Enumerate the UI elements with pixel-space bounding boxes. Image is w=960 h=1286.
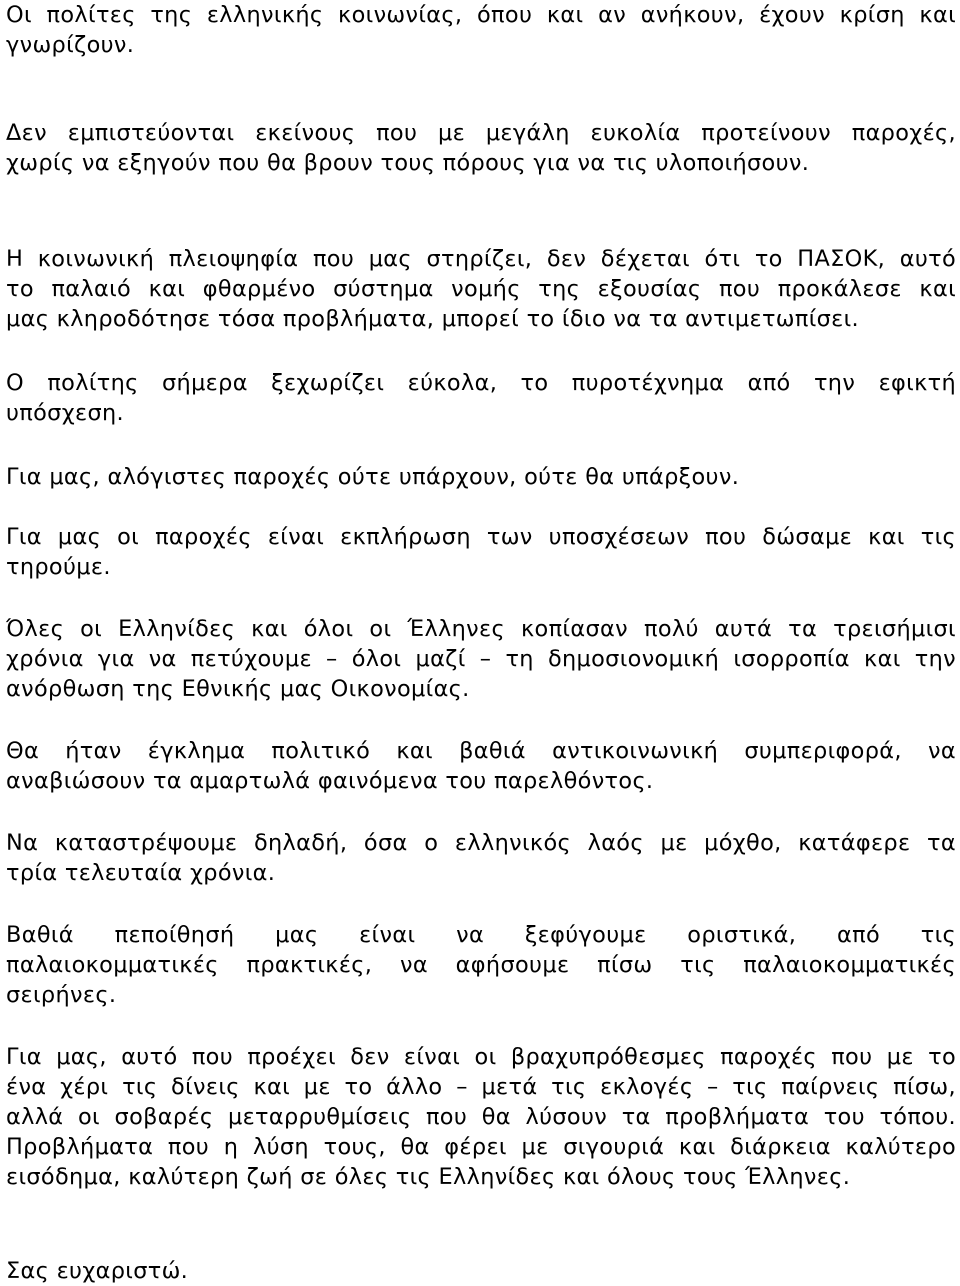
- paragraph: [6, 118, 956, 178]
- text-line: παλαιοκομματικές πρακτικές, να αφήσουμε πίσω τις παλαιοκομματικές: [6, 952, 956, 978]
- paragraph: [6, 828, 956, 888]
- text-line: Η κοινωνική πλειοψηφία που μας στηρίζει, δεν δέχεται ότι το ΠΑΣΟΚ, αυτό: [6, 246, 956, 272]
- text-line: Δεν εμπιστεύονται εκείνους που με μεγάλη ευκολία προτείνουν παροχές,: [6, 120, 956, 146]
- text-line: σειρήνες.: [6, 982, 117, 1008]
- text-line: Ο πολίτης σήμερα ξεχωρίζει εύκολα, το πυροτέχνημα από την εφικτή: [6, 370, 956, 396]
- text-line: Προβλήματα που η λύση τους, θα φέρει με σιγουριά και διάρκεια καλύτερο: [6, 1134, 956, 1160]
- text-line: υπόσχεση.: [6, 400, 125, 426]
- text-line: Για μας, αυτό που προέχει δεν είναι οι βραχυπρόθεσμες παροχές που με το: [6, 1044, 956, 1070]
- text-line: Να καταστρέψουμε δηλαδή, όσα ο ελληνικός λαός με μόχθο, κατάφερε τα: [6, 830, 956, 856]
- text-line: Όλες οι Ελληνίδες και όλοι οι Έλληνες κοπίασαν πολύ αυτά τα τρεισήμισι: [6, 616, 956, 642]
- text-line: Οι πολίτες της ελληνικής κοινωνίας, όπου και αν ανήκουν, έχουν κρίση και: [6, 2, 956, 28]
- text-line: γνωρίζουν.: [6, 32, 135, 58]
- text-line: αλλά οι σοβαρές μεταρρυθμίσεις που θα λύσουν τα προβλήματα του τόπου.: [6, 1104, 956, 1130]
- paragraph: [6, 244, 956, 334]
- text-line: τρία τελευταία χρόνια.: [6, 860, 276, 886]
- text-line: Για μας οι παροχές είναι εκπλήρωση των υποσχέσεων που δώσαμε και τις: [6, 524, 956, 550]
- paragraph: [6, 1042, 956, 1192]
- paragraph: [6, 920, 956, 1010]
- text-line: μας κληροδότησε τόσα προβλήματα, μπορεί το ίδιο να τα αντιμετωπίσει.: [6, 306, 860, 332]
- paragraph: [6, 0, 956, 60]
- paragraph: [6, 368, 956, 428]
- text-line: το παλαιό και φθαρμένο σύστημα νομής της εξουσίας που προκάλεσε και: [6, 276, 956, 302]
- text-line: Για μας, αλόγιστες παροχές ούτε υπάρχουν, ούτε θα υπάρξουν.: [6, 464, 740, 490]
- text-line: τηρούμε.: [6, 554, 111, 580]
- text-line: ανόρθωση της Εθνικής μας Οικονομίας.: [6, 676, 470, 702]
- text-line: χρόνια για να πετύχουμε – όλοι μαζί – τη δημοσιονομική ισορροπία και την: [6, 646, 956, 672]
- paragraph: [6, 462, 956, 492]
- paragraph: [6, 736, 956, 796]
- paragraph: [6, 1256, 956, 1286]
- text-line: εισόδημα, καλύτερη ζωή σε όλες τις Ελληνίδες και όλους τους Έλληνες.: [6, 1164, 851, 1190]
- text-line: Θα ήταν έγκλημα πολιτικό και βαθιά αντικοινωνική συμπεριφορά, να: [6, 738, 956, 764]
- text-line: ένα χέρι τις δίνεις και με το άλλο – μετά τις εκλογές – τις παίρνεις πίσω,: [6, 1074, 956, 1100]
- text-line: Βαθιά πεποίθησή μας είναι να ξεφύγουμε οριστικά, από τις: [6, 922, 956, 948]
- text-line: αναβιώσουν τα αμαρτωλά φαινόμενα του παρελθόντος.: [6, 768, 654, 794]
- paragraph: [6, 522, 956, 582]
- text-line: χωρίς να εξηγούν που θα βρουν τους πόρους για να τις υλοποιήσουν.: [6, 150, 810, 176]
- paragraph: [6, 614, 956, 704]
- text-line: Σας ευχαριστώ.: [6, 1258, 189, 1284]
